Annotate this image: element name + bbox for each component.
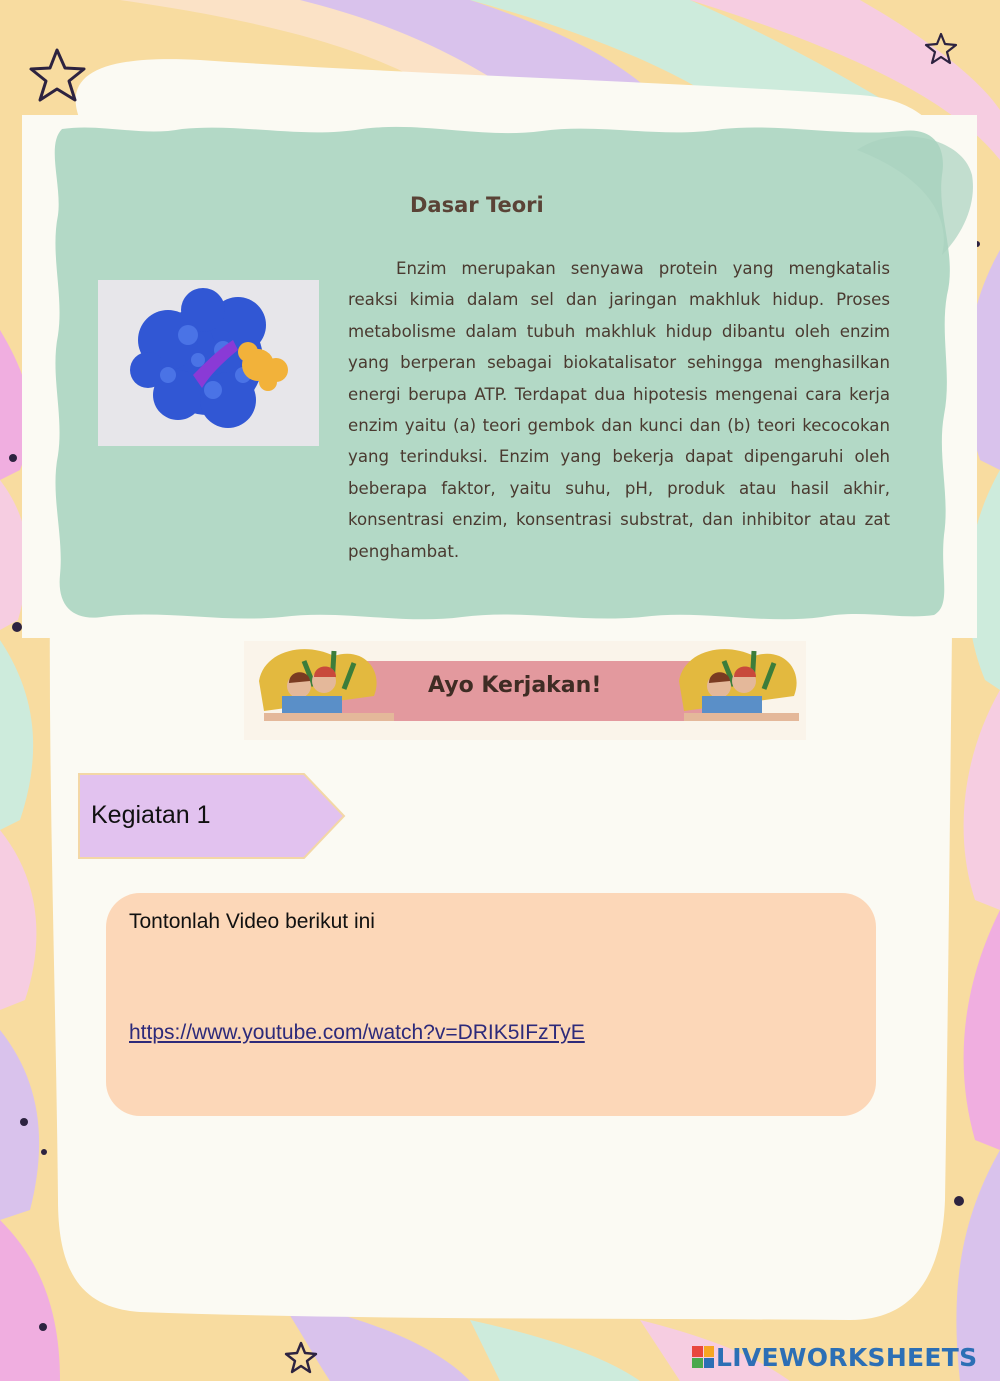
enzyme-image <box>98 280 319 446</box>
brand-name: LIVEWORKSHEETS <box>716 1342 978 1372</box>
liveworksheets-brand[interactable] <box>692 1342 977 1372</box>
theory-card <box>22 115 977 638</box>
activity-tag <box>78 773 346 859</box>
task-instruction: Tontonlah Video berikut ini <box>129 910 375 933</box>
theory-text: Enzim merupakan senyawa protein yang mengkatalis reaksi kimia dalam sel dan jaringan makhluk hidup. Proses metabolisme dalam tubuh makhluk hidup dibantu oleh enzim yang berperan sebagai biokatalisator sehingga menghasilkan energi berupa ATP. Terdapat dua hipotesis mengenai cara kerja enzim yaitu (a) teori gembok dan kunci dan (b) teori kecocokan yang terinduksi. Enzim yang bekerja dapat dipengaruhi oleh beberapa faktor, yaitu suhu, pH, produk atau hasil akhir, konsentrasi enzim, konsentrasi substrat, dan inhibitor atau zat penghambat. <box>348 259 890 561</box>
theory-title: Dasar Teori <box>410 193 544 217</box>
liveworksheets-logo-icon <box>692 1346 714 1368</box>
task-box <box>106 893 876 1116</box>
video-link[interactable]: https://www.youtube.com/watch?v=DRIK5IFzTyE <box>129 1021 585 1044</box>
activity-banner <box>244 641 806 740</box>
activity-label: Kegiatan 1 <box>91 801 211 829</box>
banner-title: Ayo Kerjakan! <box>428 673 602 698</box>
